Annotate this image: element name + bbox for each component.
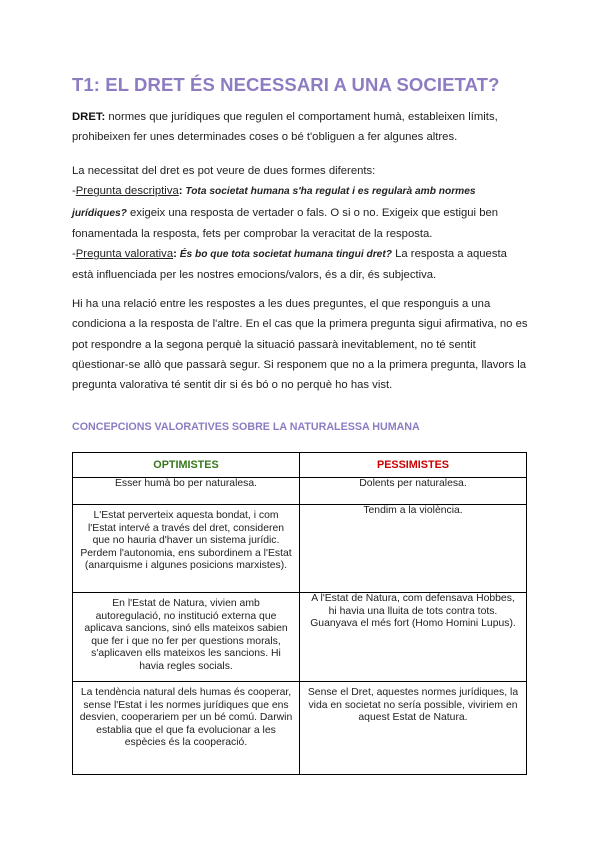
header-optimists: OPTIMISTES [73,453,300,478]
table-cell-optimists: L'Estat perverteix aquesta bondat, i com l'Estat intervé a través del dret, consideren que no hauria d'haver un sistema jurídic. Perdem l'autonomia, ens subordinem a l'Estat (anarquisme i algunes posicions marxistes). [73,505,300,593]
descriptive-question-text: Tota societat humana s'ha regulat i es regularà amb normes jurídiques? [72,186,476,219]
page-title: T1: EL DRET ÉS NECESSARI A UNA SOCIETAT? [72,74,500,95]
table-cell-optimists: La tendència natural dels humas és cooperar, sense l'Estat i les normes jurídiques que ens desvien, cooperariem per un bé comú. Darwin establia que el que fa evolucionar a les espècies és la cooperació. [73,682,300,775]
valorative-question-text: És bo que tota societat humana tingui dret? [176,249,392,261]
table-cell-pessimists: Tendim a la violència. [300,505,527,593]
table-row [73,682,527,775]
definition-paragraph [72,107,528,148]
descriptive-question-label: Pregunta descriptiva [75,185,179,198]
descriptive-explanation: exigeix una resposta de vertader o fals. O si o no. Exigeix que estigui ben fonamentada la resposta, fets per comprobar la veracitat de la resposta. [72,206,499,240]
table-cell-pessimists: Dolents per naturalesa. [300,478,527,505]
valorative-question-label: Pregunta valorativa [75,248,174,261]
section-title: CONCEPCIONS VALORATIVES SOBRE LA NATURALESSA HUMANA [72,421,420,433]
conceptions-table [72,452,527,775]
table-cell-pessimists: A l'Estat de Natura, com defensava Hobbes, hi havia una lluita de tots contra tots. Guanyava el més fort (Homo Homini Lupus). [300,593,527,682]
header-pessimists: PESSIMISTES [300,453,527,478]
list-dash: - [72,185,76,198]
necessity-intro: La necessitat del dret es pot veure de dues formes diferents: [72,165,376,177]
table-cell-pessimists: Sense el Dret, aquestes normes jurídiques, la vida en societat no sería possible, viviriem en aquest Estat de Natura. [300,682,527,775]
valorative-explanation: La resposta a aquesta està influenciada per les nostres emocions/valors, és a dir, és subjectiva. [72,248,507,282]
necessity-section [72,161,528,286]
descriptive-question-item [72,181,528,244]
valorative-colon: : [173,248,177,261]
table-cell-optimists: En l'Estat de Natura, vivien amb autoregulació, no institució externa que aplicava sancions, sinó ells mateixos sabien que fer i que no fer per questions morals, s'aplicaven ells mateixos les sancions. Hi havia regles socials. [73,593,300,682]
table-row [73,505,527,593]
table-header-row [73,453,527,478]
list-dash: - [72,248,76,261]
valorative-question-item [72,244,528,286]
descriptive-colon: : [178,185,183,198]
table-row [73,478,527,505]
definition-text: normes que jurídiques que regulen el comportament humà, estableixen límits, prohibeixen fer unes determinades coses o bé t'obliguen a fer algunes altres. [72,111,498,144]
table-cell-optimists: Ésser humà bo per naturalesa. [73,478,300,505]
relation-paragraph: Hi ha una relació entre les respostes a les dues preguntes, el que responguis a una condiciona a la resposta de l'altre. En el cas que la primera pregunta sigui afirmativa, no es pot respondre a la segona perquè la situació passarà inevitablement, no té sentit qüestionar-se allò que passarà segur. Si responem que no a la primera pregunta, llavors la pregunta valorativa té sentit dir si és bó o no perquè ho has vist. [72,298,528,392]
table-row [73,593,527,682]
definition-term: DRET: [72,111,106,123]
